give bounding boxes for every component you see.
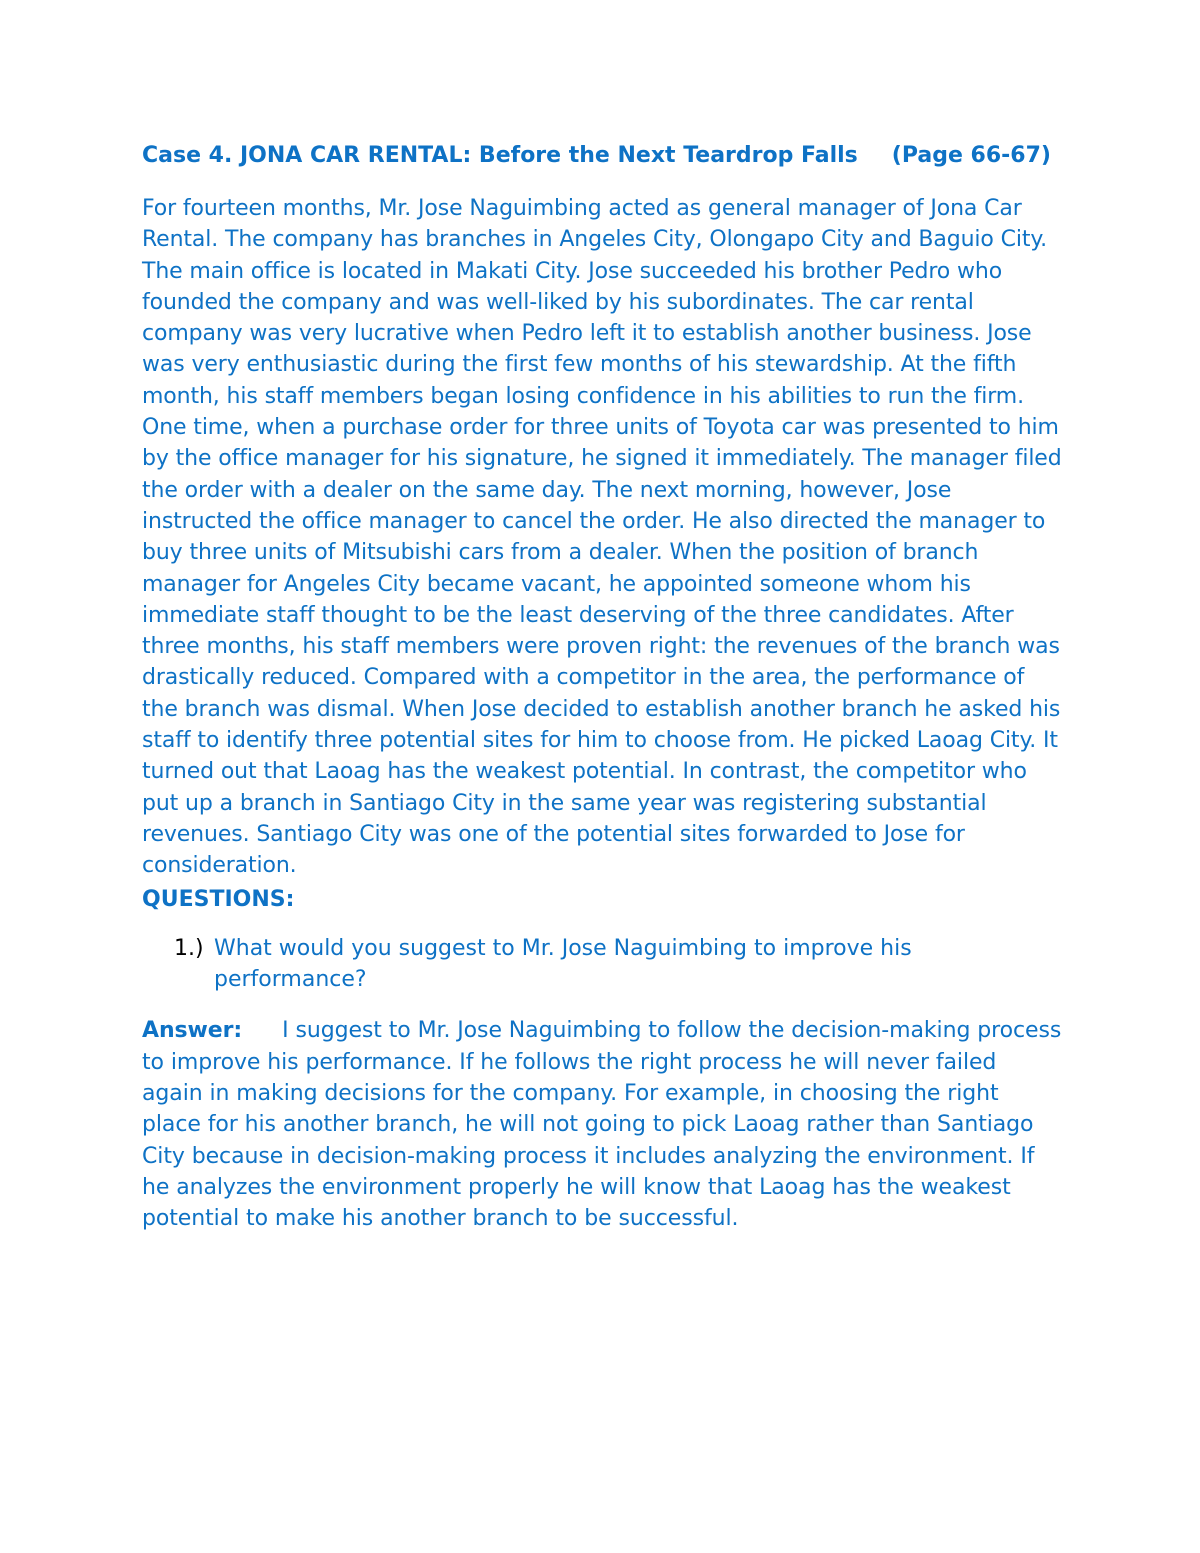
page-reference: (Page 66-67) xyxy=(891,143,1051,168)
answer-label: Answer: xyxy=(142,1018,243,1044)
case-paragraph: For fourteen months, Mr. Jose Naguimbing acted as general manager of Jona Car Rental. The company has branches in Angeles City, Olongapo City and Baguio City. The main office is located in Makati City. Jose succeeded his brother Pedro who founded the company and was well-liked by his subordinates. The car rental company was very lucrative when Pedro left it to establish another business. Jose was very enthusiastic during the first few months of his stewardship. At the fifth month, his staff members began losing confidence in his abilities to run the firm. One time, when a purchase order for three units of Toyota car was presented to him by the office manager for his signature, he signed it immediately. The manager filed the order with a dealer on the same day. The next morning, however, Jose instructed the office manager to cancel the order. He also directed the manager to buy three units of Mitsubishi cars from a dealer. When the position of branch manager for Angeles City became vacant, he appointed someone whom his immediate staff thought to be the least deserving of the three candidates. After three months, his staff members were proven right: the revenues of the branch was drastically reduced. Compared with a competitor in the area, the performance of the branch was dismal. When Jose decided to establish another branch he asked his staff to identify three potential sites for him to choose from. He picked Laoag City. It turned out that Laoag has the weakest potential. In contrast, the competitor who put up a branch in Santiago City in the same year was registering substantial revenues. Santiago City was one of the potential sites forwarded to Jose for consideration. xyxy=(142,196,1062,879)
document-page xyxy=(142,140,1062,1235)
question-item xyxy=(142,933,1062,996)
questions-heading: QUESTIONS: xyxy=(142,886,295,912)
question-text: What would you suggest to Mr. Jose Naguimbing to improve his performance? xyxy=(214,935,912,993)
answer-paragraph xyxy=(142,1015,1062,1234)
case-title xyxy=(142,140,1062,171)
case-title-text: Case 4. JONA CAR RENTAL: Before the Next Teardrop Falls xyxy=(142,143,858,168)
question-number: 1.) xyxy=(174,935,204,961)
answer-text: I suggest to Mr. Jose Naguimbing to follow the decision-making process to improve his performance. If he follows the right process he will never failed again in making decisions for the company. For example, in choosing the right place for his another branch, he will not going to pick Laoag rather than Santiago City because in decision-making process it includes analyzing the environment. If he analyzes the environment properly he will know that Laoag has the weakest potential to make his another branch to be successful. xyxy=(142,1018,1062,1232)
